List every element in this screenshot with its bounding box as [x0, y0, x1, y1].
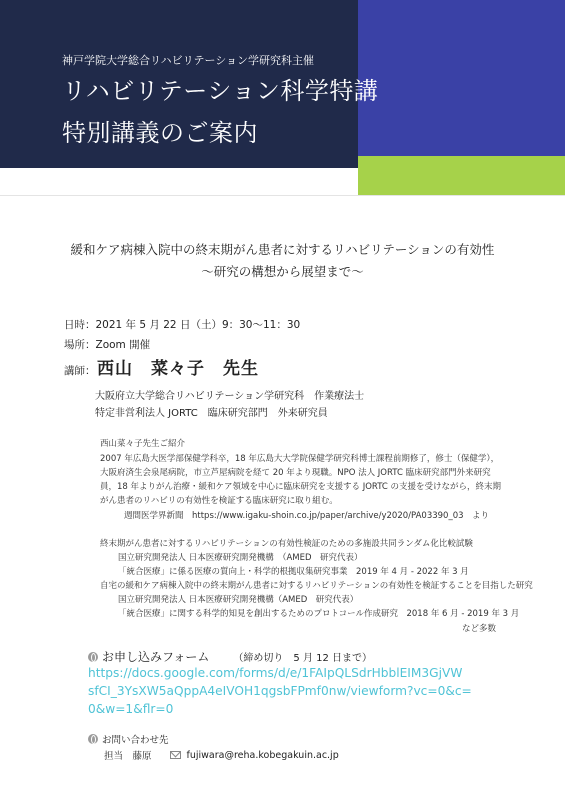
lecturer-affiliation: 大阪府立大学総合リハビリテーション学研究科 作業療法士 — [95, 391, 365, 402]
header-accent-blue — [358, 0, 565, 156]
intro-line: 大阪府済生会泉尾病院，市立芦屋病院を経て 20 年より現職。NPO 法人 JORTC 臨床研究部門外来研究 — [100, 468, 491, 478]
page-title-line2: 特別講義のご案内 — [62, 119, 258, 147]
sponsor-text: 神戸学院大学総合リハビリテーション学研究科主催 — [62, 54, 315, 67]
event-venue: 場所：Zoom 開催 — [64, 339, 151, 351]
contact-heading: お問い合わせ先 — [102, 735, 169, 746]
intro-source-link[interactable]: 週間医学界新聞 https://www.igaku-shoin.co.jp/paper/archive/y2020/PA03390_03 より — [124, 511, 490, 521]
application-row — [88, 648, 372, 665]
lecturer-name: 西山 菜々子 先生 — [97, 359, 259, 379]
intro-line: がん患者のリハビリの有効性を検証する臨床研究に取り組む。 — [100, 496, 338, 506]
research-more: など多数 — [462, 624, 497, 634]
research-detail: 「統合医療」に関する科学的知見を創出するためのプロトコール作成研究 2018 年 6 月 - 2019 年 3 月 — [118, 609, 520, 619]
globe-icon — [88, 734, 98, 744]
research-detail: 国立研究開発法人 日本医療研究開発機構（AMED 研究代表） — [118, 595, 359, 605]
application-url[interactable]: 0&w=1&flr=0 — [88, 702, 174, 716]
lecture-title: 緩和ケア病棟入院中の終末期がん患者に対するリハビリテーションの有効性 — [70, 242, 495, 257]
contact-row — [104, 748, 339, 762]
research-title: 終末期がん患者に対するリハビリテーションの有効性検証のための多施設共同ランダム化比較試験 — [100, 539, 473, 549]
globe-icon — [88, 652, 98, 662]
research-detail: 国立研究開発法人 日本医療研究開発機構 （AMED 研究代表） — [118, 553, 363, 563]
application-deadline: （締め切り 5 月 12 日まで） — [233, 653, 373, 664]
contact-heading-row — [88, 732, 169, 746]
lecturer-label: 講師： — [64, 365, 96, 377]
lecture-subtitle: ～研究の構想から展望まで～ — [201, 264, 364, 279]
contact-person: 担当 藤原 — [104, 751, 152, 762]
intro-heading: 西山菜々子先生ご紹介 — [100, 439, 186, 449]
application-url[interactable]: https://docs.google.com/forms/d/e/1FAIpQLSdrHbblEIM3GjVW — [88, 666, 463, 680]
application-url[interactable]: sfCI_3YsXW5aQppA4eIVOH1qgsbFPmf0nw/viewform?vc=0&c= — [88, 684, 472, 698]
page-title-line1: リハビリテーション科学特講 — [62, 77, 379, 105]
intro-line: 員，18 年よりがん治療・緩和ケア領域を中心に臨床研究を支援する JORTC の支援を受けながら，終末期 — [100, 482, 502, 492]
research-detail: 「統合医療」に係る医療の質向上・科学的根拠収集研究事業 2019 年 4 月 - 2022 年 3 月 — [118, 567, 469, 577]
event-date: 日時：2021 年 5 月 22 日（土）9：30～11：30 — [64, 319, 301, 331]
intro-line: 2007 年広島大医学部保健学科卒，18 年広島大大学院保健学研究科博士課程前期修了，修士（保健学）， — [100, 454, 500, 464]
divider — [0, 195, 565, 196]
lecturer-affiliation: 特定非営利法人 JORTC 臨床研究部門 外来研究員 — [95, 408, 328, 419]
mail-icon — [170, 751, 181, 759]
contact-email[interactable]: fujiwara@reha.kobegakuin.ac.jp — [186, 749, 339, 761]
header-accent-green — [358, 156, 565, 196]
application-label: お申し込みフォーム — [102, 650, 210, 664]
research-title: 自宅の緩和ケア病棟入院中の終末期がん患者に対するリハビリテーションの有効性を検証することを目指した研究 — [100, 581, 533, 591]
